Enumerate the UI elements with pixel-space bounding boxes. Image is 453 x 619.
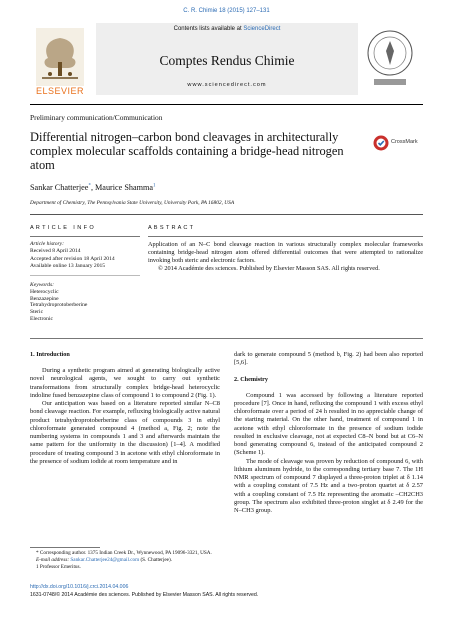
article-info-heading: A R T I C L E I N F O xyxy=(30,225,95,231)
abstract-text: Application of an N–C bond cleavage reaction in various structurally complex molecular frameworks containing bridge-head nitrogen atom offered differential outcomes that were attempted to rationalize invoking both steric and electronic factors. xyxy=(148,241,423,265)
history-rule xyxy=(30,275,140,276)
issn-line: 1631-0748/© 2014 Académie des sciences. Published by Elsevier Masson SAS. All rights reserved. xyxy=(30,592,259,598)
footnote-rule xyxy=(30,547,100,548)
left-column xyxy=(30,351,220,466)
paragraph: Compound 1 was accessed by following a literature reported procedure [7]. Once in hand, refluxing the compound 1 with excess ethyl chloroformate over a period of 24 h resulted in no appreciable change of the starting material. On the other hand, treatment of compound 1 in acetone with ethyl chloroformate in the presence of sodium iodide resulted in exclusive cleavage, not at expected C8–N bond but at C6–N bond generating compound 6, instead of the anticipated compound 2 (Scheme 1). xyxy=(234,391,423,457)
sciencedirect-link[interactable]: ScienceDirect xyxy=(243,26,281,32)
author-separator: , xyxy=(90,183,96,192)
paragraph: dark to generate compound 5 (method b, Fig. 2) had been also reported [5,6]. xyxy=(234,351,423,367)
article-history xyxy=(30,241,140,271)
history-item: Received 8 April 2014 xyxy=(30,248,81,255)
abstract-rule xyxy=(148,236,423,237)
emeritus-note: 1 Professor Emeritus. xyxy=(36,563,81,570)
crossmark-label: CrossMark xyxy=(391,139,418,145)
email-link[interactable]: Sankar.Chatterjee24@gmail.com xyxy=(70,556,140,563)
abstract-heading: A B S T R A C T xyxy=(148,225,194,231)
author-list xyxy=(30,183,156,192)
keyword: Steric xyxy=(30,309,44,316)
contents-prefix: Contents lists available at xyxy=(173,26,242,32)
abstract-bottom-rule xyxy=(30,338,423,339)
abstract-body xyxy=(148,241,423,273)
author-name: Sankar Chatterjee xyxy=(30,183,89,192)
paragraph: The mode of cleavage was proven by reduction of compound 6, with lithium aluminum hydride, to the corresponding tertiary base 7. The 1H NMR spectrum of compound 7 displayed a three-proton triplet at δ 1.14 with a coupling constant of 7.5 Hz and a two-proton quartet at δ 2.57 with a coupling constant of 7.5 Hz representing the aromatic –CH2CH3 group. The spectrum also exhibited three-proton singlet at δ 2.49 for the N–CH3 group. xyxy=(234,457,423,514)
history-item: Available online 13 January 2015 xyxy=(30,263,106,270)
introduction-heading: 1. Introduction xyxy=(30,351,70,358)
header-rule xyxy=(30,104,423,105)
keywords xyxy=(30,282,140,323)
author-mark[interactable]: 1 xyxy=(153,183,156,189)
author-mark[interactable]: * xyxy=(88,183,91,189)
keyword: Tetrahydroprotoberberine xyxy=(30,302,88,309)
journal-title: Comptes Rendus Chimie xyxy=(159,53,295,68)
chemistry-heading: 2. Chemistry xyxy=(234,375,269,383)
author-name: Maurice Shamma xyxy=(95,183,154,192)
crossmark-icon xyxy=(373,135,389,151)
history-item: Accepted after revision 18 April 2014 xyxy=(30,255,115,262)
affiliation: Department of Chemistry, The Pennsylvania State University, University Park, PA 16802, USA xyxy=(30,200,235,206)
doi-link[interactable]: http://dx.doi.org/10.1016/j.crci.2014.04.006 xyxy=(30,584,129,590)
crossmark-badge[interactable] xyxy=(373,135,425,155)
keyword: Benzazepine xyxy=(30,295,59,302)
keyword: Electronic xyxy=(30,315,53,322)
affiliation-rule xyxy=(30,214,423,215)
article-type: Preliminary communication/Communication xyxy=(30,113,163,122)
keywords-label: Keywords: xyxy=(30,282,55,288)
elsevier-tree-logo xyxy=(36,28,84,86)
journal-citation: C. R. Chimie 18 (2015) 127–131 xyxy=(183,8,270,14)
abstract-copyright: © 2014 Académie des sciences. Published by Elsevier Masson SAS. All rights reserved. xyxy=(158,265,380,273)
article-title: Differential nitrogen–carbon bond cleavages in architecturally complex molecular scaffolds containing a bridge-head nitrogen atom xyxy=(30,130,344,173)
history-label: Article history: xyxy=(30,241,65,247)
contents-line xyxy=(96,26,358,32)
journal-url[interactable]: www.sciencedirect.com xyxy=(187,82,267,88)
elsevier-logo-text: ELSEVIER xyxy=(35,86,85,96)
paragraph: During a synthetic program aimed at generating biologically active novel neurological agents, we sought to carry out synthetic transformations from structurally complex bridge-head heterocyclic indoline fused benzazepine class of compound 1 to compound 2 (Fig. 1). xyxy=(30,367,220,399)
academie-seal-logo xyxy=(366,27,414,89)
footnotes xyxy=(30,550,220,570)
email-suffix: (S. Chatterjee). xyxy=(140,556,172,563)
keyword: Heterocyclic xyxy=(30,288,59,295)
info-rule xyxy=(30,236,140,237)
right-column xyxy=(234,351,423,515)
corresponding-note: * Corresponding author. 1375 Indian Creek Dr., Wynnewood, PA 19096-3321, USA. xyxy=(36,550,212,556)
paragraph: Our anticipation was based on a literature reported similar N–C8 bond cleavage reaction. For example, refluxing biologically active natural product tetrahydroprotoberberine class of compounds 3 in ethyl chloroformate generated compound 4 (method a, Fig. 2; note the numbering systems in compounds 1 and 3 and afterwards maintain the same pattern for the uniformity in the discussion) [1–4]. A modified procedure of treating compound 3 in acetone with ethyl chloroformate in the presence of sodium iodide at room temperature and in xyxy=(30,400,220,465)
email-label: E-mail address: xyxy=(36,556,70,563)
